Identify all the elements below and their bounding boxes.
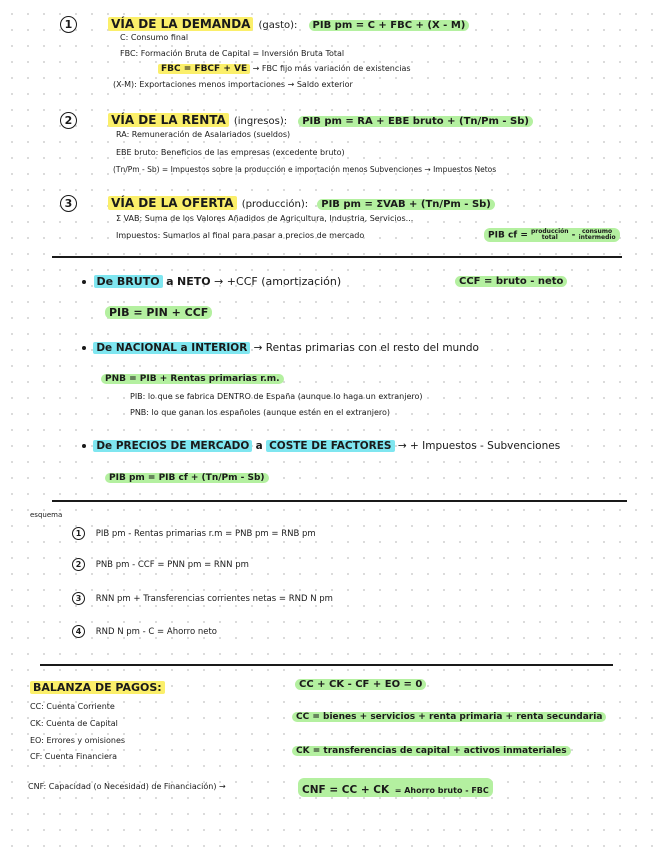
bullet-precios-coste: [82, 440, 560, 452]
conversion-title: De BRUTO: [94, 275, 163, 288]
section-subtitle: (ingresos):: [233, 116, 288, 127]
definition-line: FBC: Formación Bruta de Capital = Inversión Bruta Total: [120, 49, 345, 58]
balanza-definition: CF: Cuenta Financiera: [30, 752, 118, 761]
conversion-title: De PRECIOS DE MERCADO: [93, 440, 252, 452]
step-number: 1: [72, 527, 85, 540]
divider: [52, 500, 627, 502]
pib-pin-formula: PIB = PIN + CCF: [105, 306, 212, 319]
definition-line: Σ VAB: Suma de los Valores Añadidos de Agricultura, Industria, Servicios...: [116, 214, 414, 223]
pibcf-formula: [484, 228, 620, 242]
step-text: RND N pm - C = Ahorro neto: [95, 627, 217, 637]
fraction-top: consumo: [581, 228, 613, 235]
bullet-nacional-interior: [82, 342, 479, 354]
cnf-formula-main: CNF = CC + CK: [302, 784, 390, 796]
bullet-dot: [82, 280, 86, 284]
section-number: 1: [60, 16, 77, 33]
conversion-title-end: COSTE DE FACTORES: [266, 440, 394, 452]
conversion-arrow-text: → + Impuestos - Subvenciones: [397, 440, 561, 452]
definition-line: PIB: lo que se fabrica DENTRO de España (aunque lo haga un extranjero): [130, 392, 423, 401]
esquema-step: [72, 558, 249, 571]
balanza-definition: CK: Cuenta de Capital: [30, 719, 118, 728]
conversion-arrow-text: → +CCF (amortización): [214, 275, 342, 288]
bullet-dot: [82, 346, 86, 350]
section-formula: PIB pm = C + FBC + (X - M): [309, 20, 470, 31]
conversion-arrow-text: → Rentas primarias con el resto del mundo: [253, 342, 479, 354]
step-text: PIB pm - Rentas primarias r.m = PNB pm = RNB pm: [95, 529, 316, 539]
conversion-title-end: NETO: [177, 275, 211, 288]
fbc-formula: FBC = FBCF + VE: [158, 64, 250, 74]
pnb-formula: PNB = PIB + Rentas primarias r.m.: [101, 374, 284, 384]
bullet-bruto-neto: [82, 275, 341, 288]
step-number: 3: [72, 592, 85, 605]
section-subtitle: (producción):: [241, 199, 309, 210]
balanza-identity-formula: CC + CK - CF + EO = 0: [295, 679, 426, 690]
pibcf-fraction-1: [531, 229, 569, 241]
esquema-step: [72, 592, 333, 605]
pib-pm-cf-formula: PIB pm = PIB cf + (Tn/Pm - Sb): [105, 473, 269, 483]
fraction-top: producción: [531, 228, 569, 235]
section-number: 2: [60, 112, 77, 129]
step-text: RNN pm + Transferencias corrientes netas = RND N pm: [95, 594, 333, 604]
fraction-bottom: intermedio: [578, 234, 616, 241]
section-formula: PIB pm = ΣVAB + (Tn/Pm - Sb): [317, 199, 495, 210]
section-title: VÍA DE LA RENTA: [108, 113, 229, 127]
conversion-title: De NACIONAL a INTERIOR: [93, 342, 250, 354]
definition-line: Impuestos: Sumarlos al final para pasar a precios de mercado: [116, 231, 365, 240]
section-title: VÍA DE LA DEMANDA: [108, 17, 253, 31]
ccf-definition: CCF = bruto - neto: [455, 276, 567, 287]
ck-formula: CK = transferencias de capital + activos inmateriales: [292, 746, 571, 756]
pibcf-label: PIB cf =: [488, 230, 528, 241]
definition-line: [158, 64, 411, 74]
step-number: 2: [72, 558, 85, 571]
fraction-bottom: total: [541, 234, 558, 241]
conversion-title-connector: a: [255, 440, 263, 452]
minus-sign: -: [571, 230, 576, 241]
bullet-dot: [82, 444, 86, 448]
cnf-formula: [298, 778, 493, 797]
section-subtitle: (gasto):: [258, 20, 298, 31]
esquema-step: [72, 527, 316, 540]
definition-line: (Tn/Pm - Sb) = Impuestos sobre la producción e importación menos Subvenciones → Impuestos Netos: [113, 165, 497, 174]
section-1-header: [60, 13, 469, 33]
definition-line: PNB: lo que ganan los españoles (aunque estén en el extranjero): [130, 408, 391, 417]
definition-line: (X-M): Exportaciones menos importaciones → Saldo exterior: [113, 80, 353, 89]
section-title: VÍA DE LA OFERTA: [108, 196, 237, 210]
section-2-header: [60, 109, 533, 129]
fbc-explanation: → FBC fijo más variación de existencias: [252, 64, 411, 73]
cc-formula: CC = bienes + servicios + renta primaria + renta secundaria: [292, 712, 606, 722]
divider: [40, 664, 613, 666]
section-formula: PIB pm = RA + EBE bruto + (Tn/Pm - Sb): [298, 116, 533, 127]
step-number: 4: [72, 625, 85, 638]
conversion-title-connector: a: [166, 275, 174, 288]
balanza-definition: EO: Errores y omisiones: [30, 736, 126, 745]
divider: [52, 256, 622, 258]
esquema-step: [72, 625, 217, 638]
section-number: 3: [60, 195, 77, 212]
cnf-label: CNF: Capacidad (o Necesidad) de Financiación) →: [28, 782, 226, 791]
balanza-title: BALANZA DE PAGOS:: [30, 681, 165, 694]
step-text: PNB pm - CCF = PNN pm = RNN pm: [95, 560, 249, 570]
definition-line: RA: Remuneración de Asalariados (sueldos): [116, 130, 291, 139]
definition-line: C: Consumo final: [120, 33, 189, 42]
esquema-label: esquema: [30, 511, 63, 519]
pibcf-fraction-2: [579, 229, 616, 241]
balanza-definition: CC: Cuenta Corriente: [30, 702, 115, 711]
cnf-formula-rest: = Ahorro bruto - FBC: [394, 786, 489, 795]
definition-line: EBE bruto: Beneficios de las empresas (excedente bruto): [116, 148, 345, 157]
section-3-header: [60, 192, 495, 212]
